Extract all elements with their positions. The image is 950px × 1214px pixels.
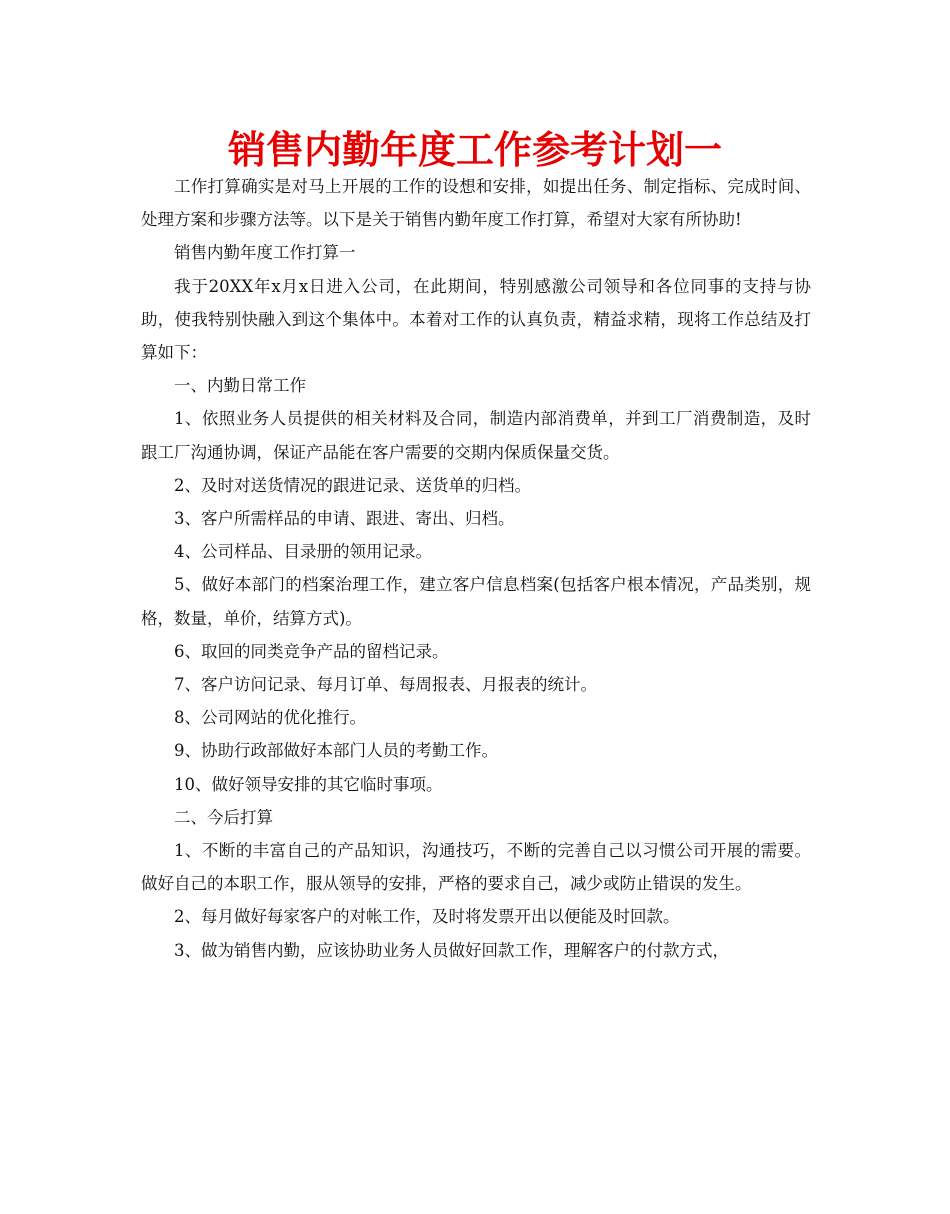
list-item: 2、每月做好每家客户的对帐工作，及时将发票开出以便能及时回款。 — [174, 907, 680, 927]
document-body — [141, 170, 811, 967]
paragraph-opening: 我于20XX年x月x日进入公司，在此期间，特别感激公司领导和各位同事的支持与协助，使我特别快融入到这个集体中。本着对工作的认真负责，精益求精，现将工作总结及打算如下： — [141, 276, 811, 363]
list-item: 2、及时对送货情况的跟进记录、送货单的归档。 — [174, 475, 531, 495]
list-item: 5、做好本部门的档案治理工作，建立客户信息档案(包括客户根本情况，产品类别，规格，数量，单价，结算方式)。 — [141, 575, 811, 628]
list-item: 7、客户访问记录、每月订单、每周报表、月报表的统计。 — [174, 675, 597, 695]
section-heading-daily-work: 一、内勤日常工作 — [174, 376, 306, 396]
list-item: 3、做为销售内勤，应该协助业务人员做好回款工作，理解客户的付款方式， — [174, 940, 729, 960]
section-heading-future-plan: 二、今后打算 — [174, 807, 273, 827]
list-item: 1、依照业务人员提供的相关材料及合同，制造内部消费单，并到工厂消费制造，及时跟工厂沟通协调，保证产品能在客户需要的交期内保质保量交货。 — [141, 409, 811, 462]
list-item: 10、做好领导安排的其它临时事项。 — [174, 774, 443, 794]
list-item: 8、公司网站的优化推行。 — [174, 708, 366, 728]
paragraph-subtitle: 销售内勤年度工作打算一 — [174, 243, 356, 263]
paragraph-intro: 工作打算确实是对马上开展的工作的设想和安排，如提出任务、制定指标、完成时间、处理方案和步骤方法等。以下是关于销售内勤年度工作打算，希望对大家有所协助! — [141, 177, 811, 230]
list-item: 6、取回的同类竞争产品的留档记录。 — [174, 641, 449, 661]
list-item: 9、协助行政部做好本部门人员的考勤工作。 — [174, 741, 498, 761]
document-title: 销售内勤年度工作参考计划一 — [227, 128, 722, 172]
list-item: 1、不断的丰富自己的产品知识，沟通技巧，不断的完善自己以习惯公司开展的需要。做好自己的本职工作，服从领导的安排，严格的要求自己，减少或防止错误的发生。 — [141, 841, 811, 894]
list-item: 4、公司样品、目录册的领用记录。 — [174, 542, 432, 562]
list-item: 3、客户所需样品的申请、跟进、寄出、归档。 — [174, 509, 515, 529]
